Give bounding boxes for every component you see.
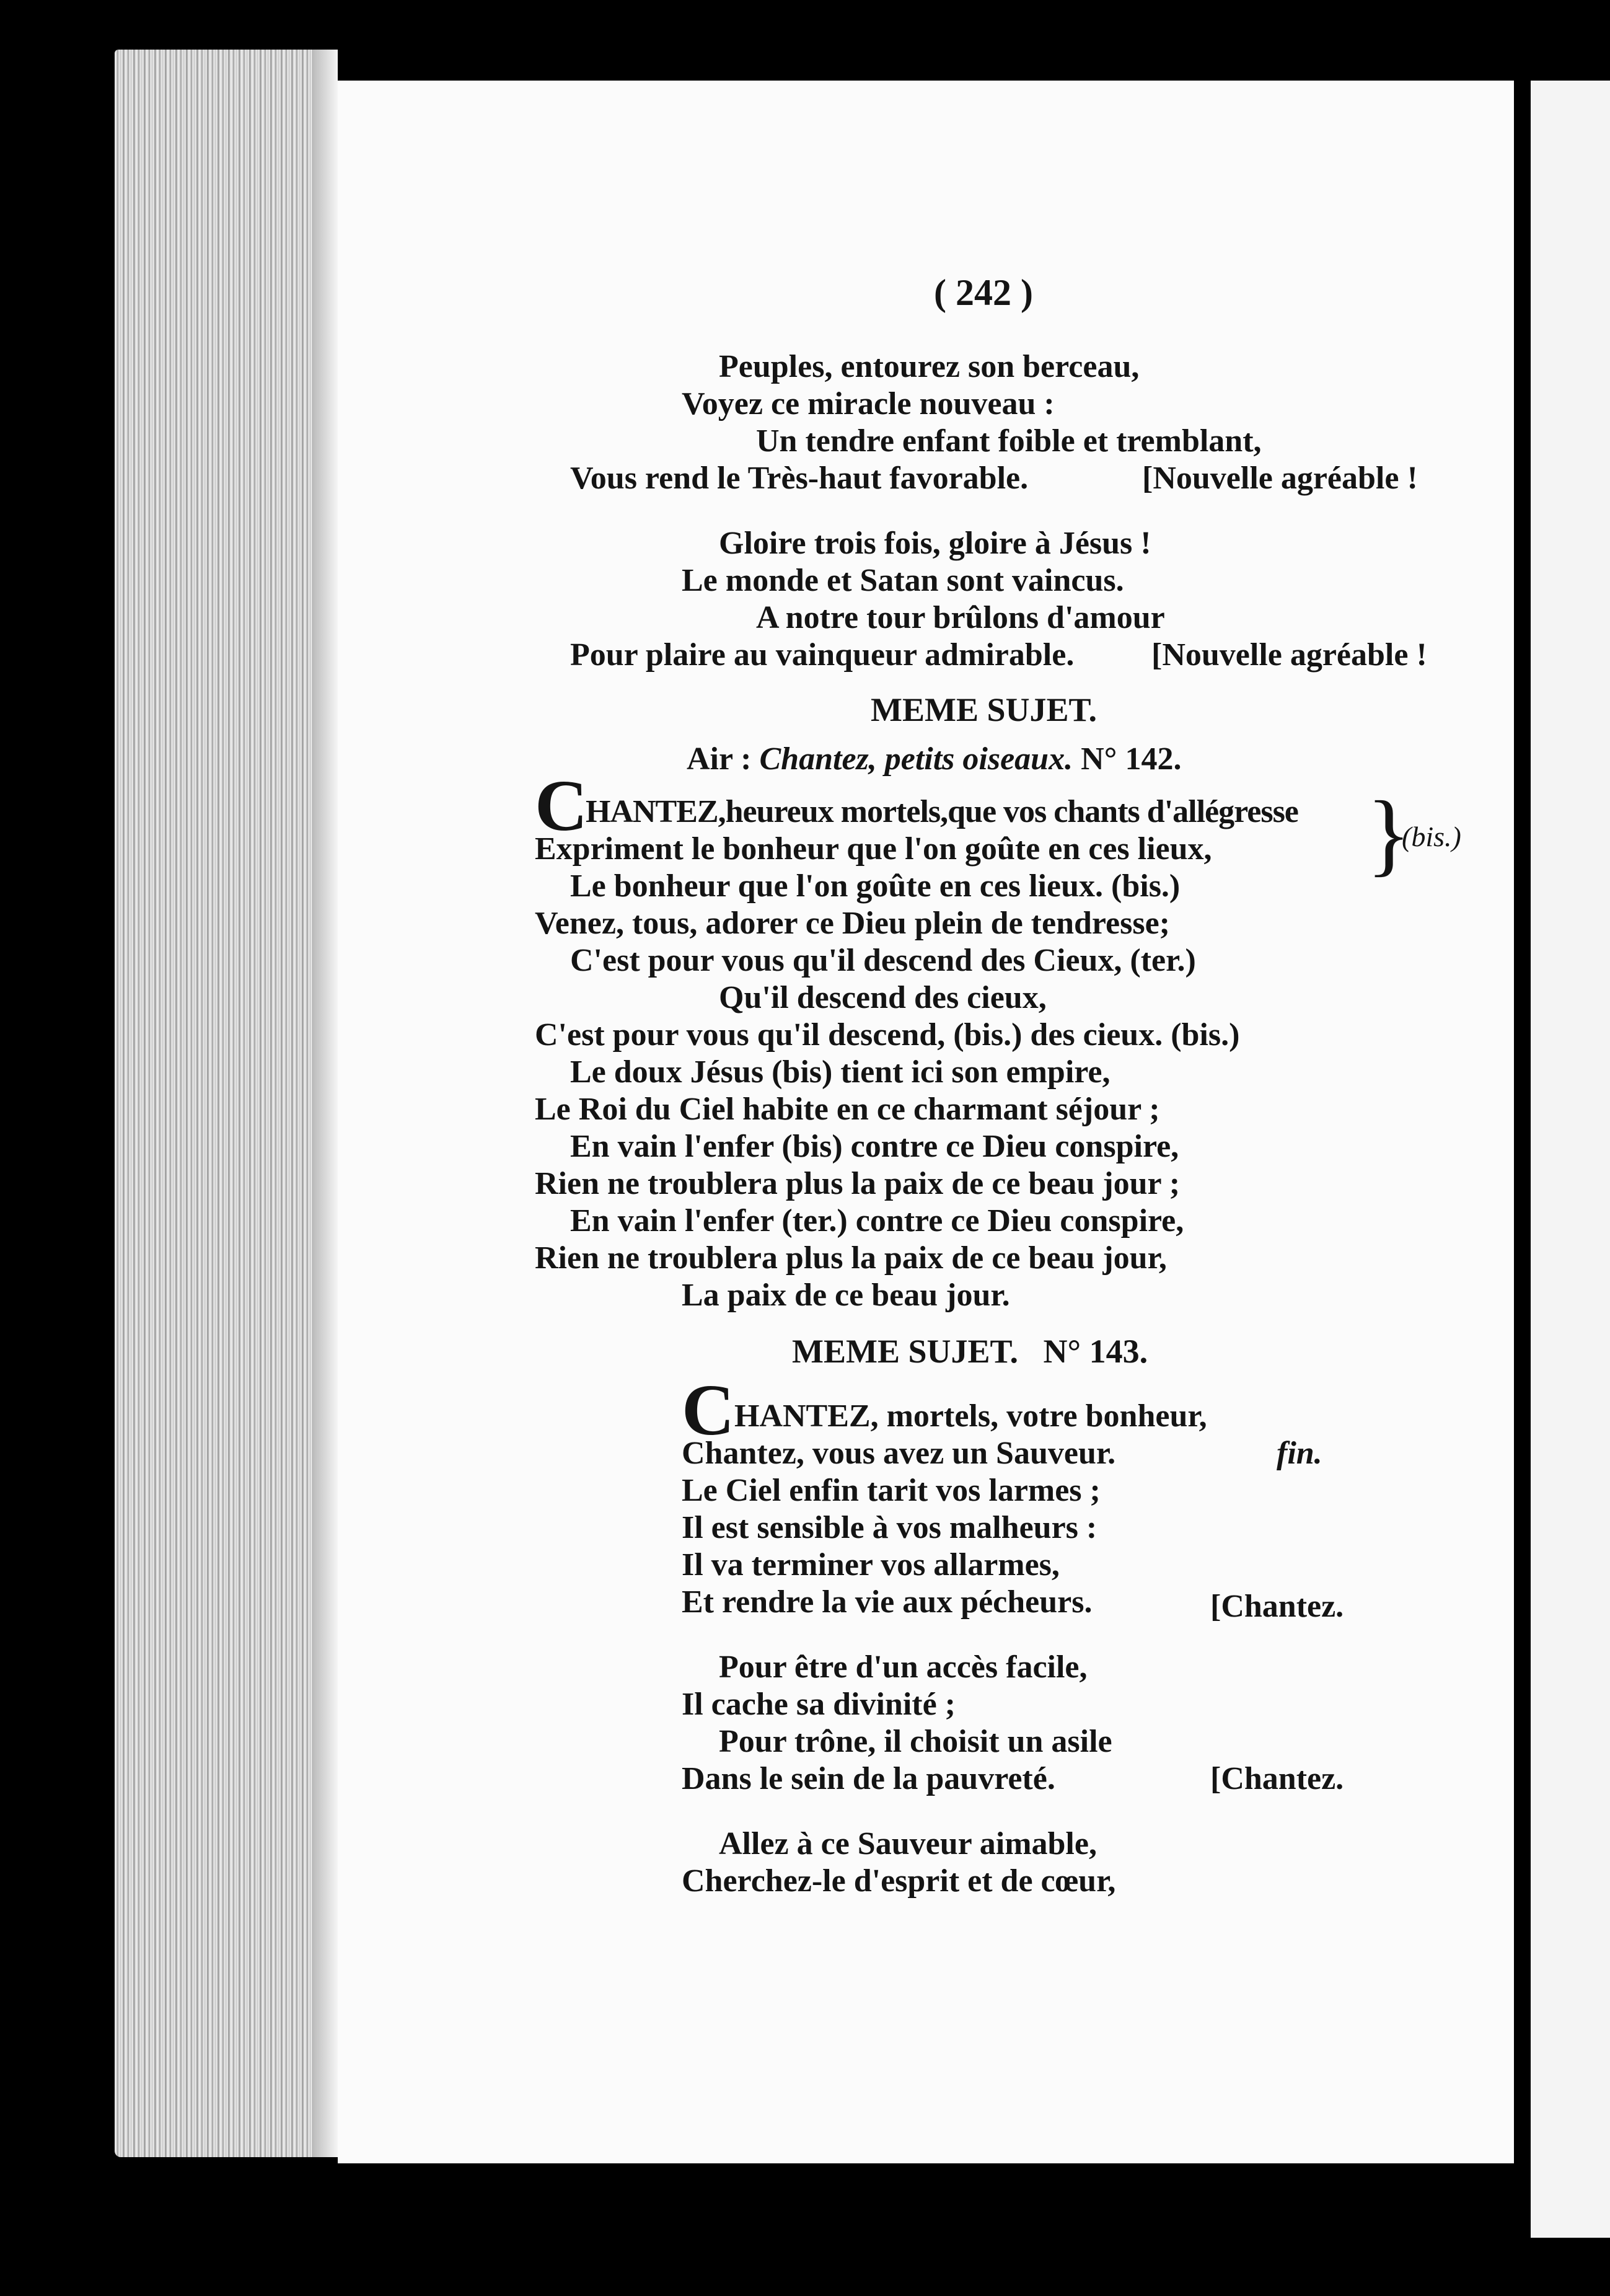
facing-page bbox=[1531, 81, 1610, 2238]
verse-line: Venez, tous, adorer ce Dieu plein de tendresse; bbox=[535, 906, 1170, 941]
verse-line: Qu'il descend des cieux, bbox=[719, 980, 1047, 1015]
verse-line: La paix de ce beau jour. bbox=[682, 1278, 1010, 1313]
air-title: Chantez, petits oiseaux. bbox=[759, 741, 1073, 777]
verse-line: En vain l'enfer (bis) contre ce Dieu conspire, bbox=[570, 1129, 1179, 1164]
verse-line: Le Roi du Ciel habite en ce charmant séjour ; bbox=[535, 1092, 1160, 1127]
verse-line: Dans le sein de la pauvreté. bbox=[682, 1761, 1055, 1796]
verse-line: Le doux Jésus (bis) tient ici son empire, bbox=[570, 1054, 1111, 1090]
verse-line: Pour trône, il choisit un asile bbox=[719, 1724, 1112, 1759]
book-page-edges bbox=[115, 50, 338, 2157]
verse-line: A notre tour brûlons d'amour bbox=[756, 600, 1165, 635]
fin-marker: fin. bbox=[1277, 1436, 1322, 1471]
verse-line: Expriment le bonheur que l'on goûte en ces lieux, bbox=[535, 831, 1212, 867]
verse-line: Peuples, entourez son berceau, bbox=[719, 349, 1140, 384]
verse-line: Chantez, vous avez un Sauveur. bbox=[682, 1436, 1116, 1471]
refrain-marker: [Chantez. bbox=[1210, 1761, 1344, 1796]
verse-line: Le bonheur que l'on goûte en ces lieux. (bis.) bbox=[570, 868, 1181, 904]
repeat-marker: (bis.) bbox=[1402, 821, 1461, 852]
air-label: Air : bbox=[687, 741, 752, 777]
brace-bracket: } bbox=[1366, 782, 1411, 885]
verse-line: Vous rend le Très-haut favorable. bbox=[570, 461, 1029, 496]
page-number: ( 242 ) bbox=[934, 272, 1033, 313]
verse-line: Rien ne troublera plus la paix de ce beau jour, bbox=[535, 1240, 1167, 1276]
section-heading: MEME SUJET. bbox=[871, 691, 1098, 728]
verse-line: C'est pour vous qu'il descend des Cieux, (ter.) bbox=[570, 943, 1196, 978]
verse-line: Il va terminer vos allarmes, bbox=[682, 1547, 1060, 1583]
verse-line: Le Ciel enfin tarit vos larmes ; bbox=[682, 1473, 1101, 1508]
section-heading-text: MEME SUJET. bbox=[792, 1333, 1019, 1370]
refrain-marker: [Chantez. bbox=[1210, 1589, 1344, 1624]
drop-cap: C bbox=[535, 765, 588, 846]
verse-line: HANTEZ, mortels, votre bonheur, bbox=[734, 1398, 1207, 1434]
verse-line: Allez à ce Sauveur aimable, bbox=[719, 1826, 1097, 1861]
verse-line: HANTEZ,heureux mortels,que vos chants d'allégresse bbox=[586, 794, 1298, 829]
section-heading bbox=[792, 1333, 1148, 1370]
verse-line: C'est pour vous qu'il descend, (bis.) des cieux. (bis.) bbox=[535, 1017, 1240, 1053]
air-line bbox=[687, 741, 1181, 778]
verse-line: En vain l'enfer (ter.) contre ce Dieu conspire, bbox=[570, 1203, 1184, 1239]
verse-line: Il cache sa divinité ; bbox=[682, 1687, 956, 1722]
printed-page bbox=[338, 81, 1514, 2163]
refrain-marker: [Nouvelle agréable ! bbox=[1142, 461, 1418, 496]
verse-line: Pour plaire au vainqueur admirable. bbox=[570, 637, 1075, 673]
verse-line: Et rendre la vie aux pécheurs. bbox=[682, 1584, 1093, 1620]
verse-line: Il est sensible à vos malheurs : bbox=[682, 1510, 1098, 1545]
verse-line: Rien ne troublera plus la paix de ce beau jour ; bbox=[535, 1166, 1181, 1201]
verse-line: Voyez ce miracle nouveau : bbox=[682, 386, 1055, 422]
verse-line: Le monde et Satan sont vaincus. bbox=[682, 563, 1124, 598]
verse-line: Un tendre enfant foible et tremblant, bbox=[756, 423, 1262, 459]
verse-line: Cherchez-le d'esprit et de cœur, bbox=[682, 1863, 1116, 1899]
refrain-marker: [Nouvelle agréable ! bbox=[1151, 637, 1427, 673]
song-number: N° 142. bbox=[1081, 741, 1182, 777]
drop-cap: C bbox=[682, 1369, 735, 1450]
song-number: N° 143. bbox=[1043, 1333, 1148, 1370]
verse-line: Gloire trois fois, gloire à Jésus ! bbox=[719, 526, 1151, 561]
verse-line: Pour être d'un accès facile, bbox=[719, 1649, 1088, 1685]
